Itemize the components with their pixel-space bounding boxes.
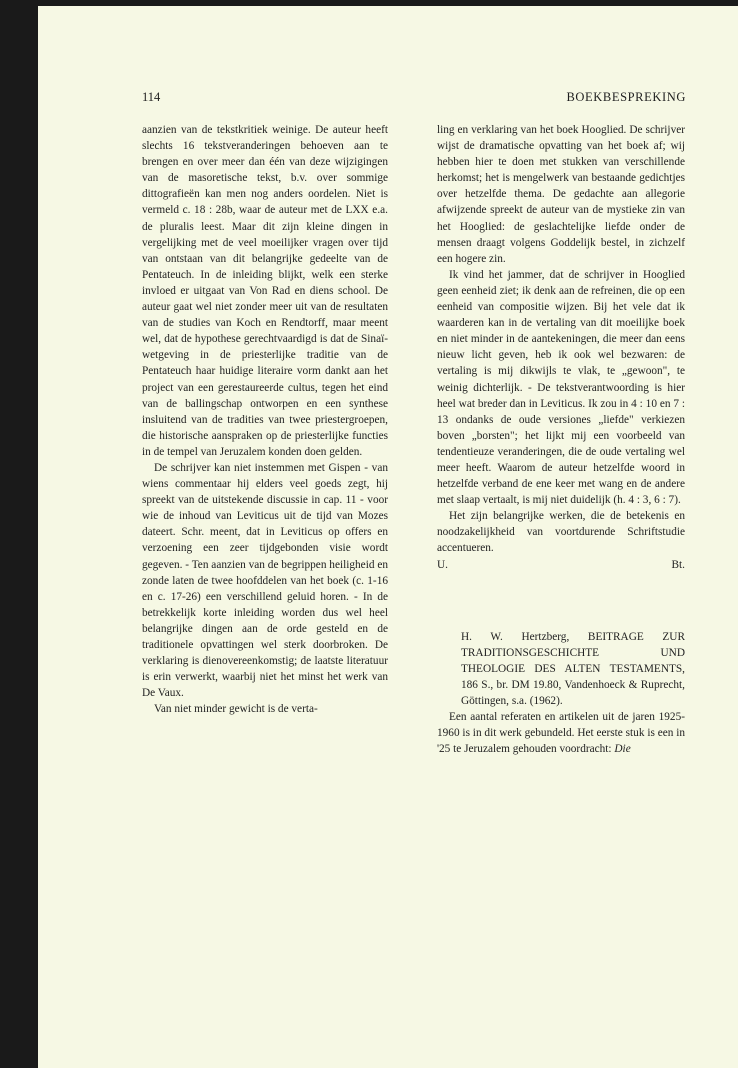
- left-paragraph-2: De schrijver kan niet instemmen met Gispen - van wiens commentaar hij elders veel goeds zegt, hij spreekt van de uitstekende discussie in cap. 11 - voor wie de inhoud van Leviticus uit de tijd van Mozes dateert. Schr. meent, dat in Leviticus op offers en verzoening een zeer tijdgebonden visie wordt gegeven. - Ten aanzien van de begrippen heiligheid en zonde laten de twee hoofddelen van het boek (c. 1-16 en c. 17-26) een verschillend geluid horen. - In de betrekkelijk korte inleiding worden dus wel heel belangrijke dingen aan de orde gesteld en de traditionele opvattingen wel sterk doorbroken. De verklaring is dienovereenkomstig; de laatste literatuur is erin verwerkt, waarbij niet het minst het werk van De Vaux.: [142, 461, 388, 700]
- right-paragraph-1: ling en verklaring van het boek Hooglied. De schrijver wijst de dramatische opvatting van het boek af; wij hebben hier te doen met stukken van verschillende herkomst; het is mengelwerk van bestaande gedichtjes over hetzelfde thema. De gedachte aan allegorie afwijzende spreekt de auteur van de mystieke zin van het Hooglied: de geslachtelijke liefde onder de mensen draagt volgens Goddelijk bestel, in zichzelf een hogere zin.: [437, 124, 685, 265]
- right-paragraph-2: Ik vind het jammer, dat de schrijver in Hooglied geen eenheid ziet; ik denk aan de refreinen, die op een eenheid van compositie wijzen. Bij het vele dat ik waarderen kan in de vertaling van dit moeilijke boek en niet minder in de aantekeningen, die meer dan eens nieuw licht geven, heb ik ook wel bezwaren: de vertaling is mij dikwijls te vlak, te „gewoon", te weinig dichterlijk. - De tekstverantwoording is hier heel wat breder dan in Leviticus. Ik zou in 4 : 10 en 7 : 13 ondanks de oude versiones „liefde" verkiezen boven „borsten"; het lijkt mij een voorbeeld van tendentieuze veranderingen, die de oude vertaling wel meer heeft. Waarom de auteur hetzelfde woord in hetzelfde verband de ene keer met wang en de andere met slaap vertaalt, is mij niet duidelijk (h. 4 : 3, 6 : 7).: [437, 268, 685, 507]
- left-paragraph-1: aanzien van de tekstkritiek weinige. De auteur heeft slechts 16 tekstveranderingen behoeven aan te brengen en over meer dan één van deze wijzigingen van de masoretische tekst, b.v. over sommige dittografieën kan men nog anders oordelen. Niet is vermeld c. 18 : 28b, waar de auteur met de LXX e.a. de pluralis leest. Maar dit zijn kleine dingen in vergelijking met de veel moeilijker vragen over tijd van ontstaan van dit belangrijke gedeelte van de Pentateuch. In de inleiding blijkt, welk een sterke invloed er uitgaat van Von Rad en diens school. De auteur gaat wel niet zonder meer uit van de resultaten van de studies van Koch en Rendtorff, maar meent wel, dat de hypothese gerechtvaardigd is dat de Sinaï-wetgeving in de priesterlijke traditie van de Pentateuch haar huidige literaire vorm dankt aan het project van een gerestaureerde cultus, tegen het eind van de ballingschap ontworpen en een synthese insluitend van de tradities van twee priestergroepen, die historische aanspraken op de priesterlijke functies in de tempel van Jeruzalem konden doen gelden.: [142, 124, 388, 458]
- review-signature: [437, 557, 685, 573]
- book-citation: [461, 629, 685, 709]
- signature-initial: U.: [437, 558, 448, 571]
- running-head: BOEKBESPREKING: [566, 90, 686, 104]
- book-citation-text: H. W. Hertzberg, BEITRAGE ZUR TRADITIONSGESCHICHTE UND THEOLOGIE DES ALTEN TESTAMENTS, 186 S., br. DM 19.80, Vandenhoeck & Ruprecht, Göttingen, s.a. (1962).: [461, 630, 685, 707]
- review-opening-text: Een aantal referaten en artikelen uit de jaren 1925-1960 is in dit werk gebundeld. Het eerste stuk is een in '25 te Jeruzalem gehouden voordracht:: [437, 711, 685, 756]
- page-number: 114: [142, 90, 161, 104]
- page-header: [142, 90, 686, 108]
- review-opening-italic: Die: [614, 743, 631, 756]
- right-column: [437, 122, 685, 757]
- document-page: [38, 6, 738, 1068]
- signature-reviewer: Bt.: [671, 558, 685, 571]
- review-opening: [437, 709, 685, 757]
- left-paragraph-3: Van niet minder gewicht is de verta-: [154, 703, 318, 716]
- right-paragraph-3: Het zijn belangrijke werken, die de betekenis en noodzakelijkheid van voortdurende Schriftstudie accentueren.: [437, 510, 685, 555]
- left-column: [142, 122, 388, 717]
